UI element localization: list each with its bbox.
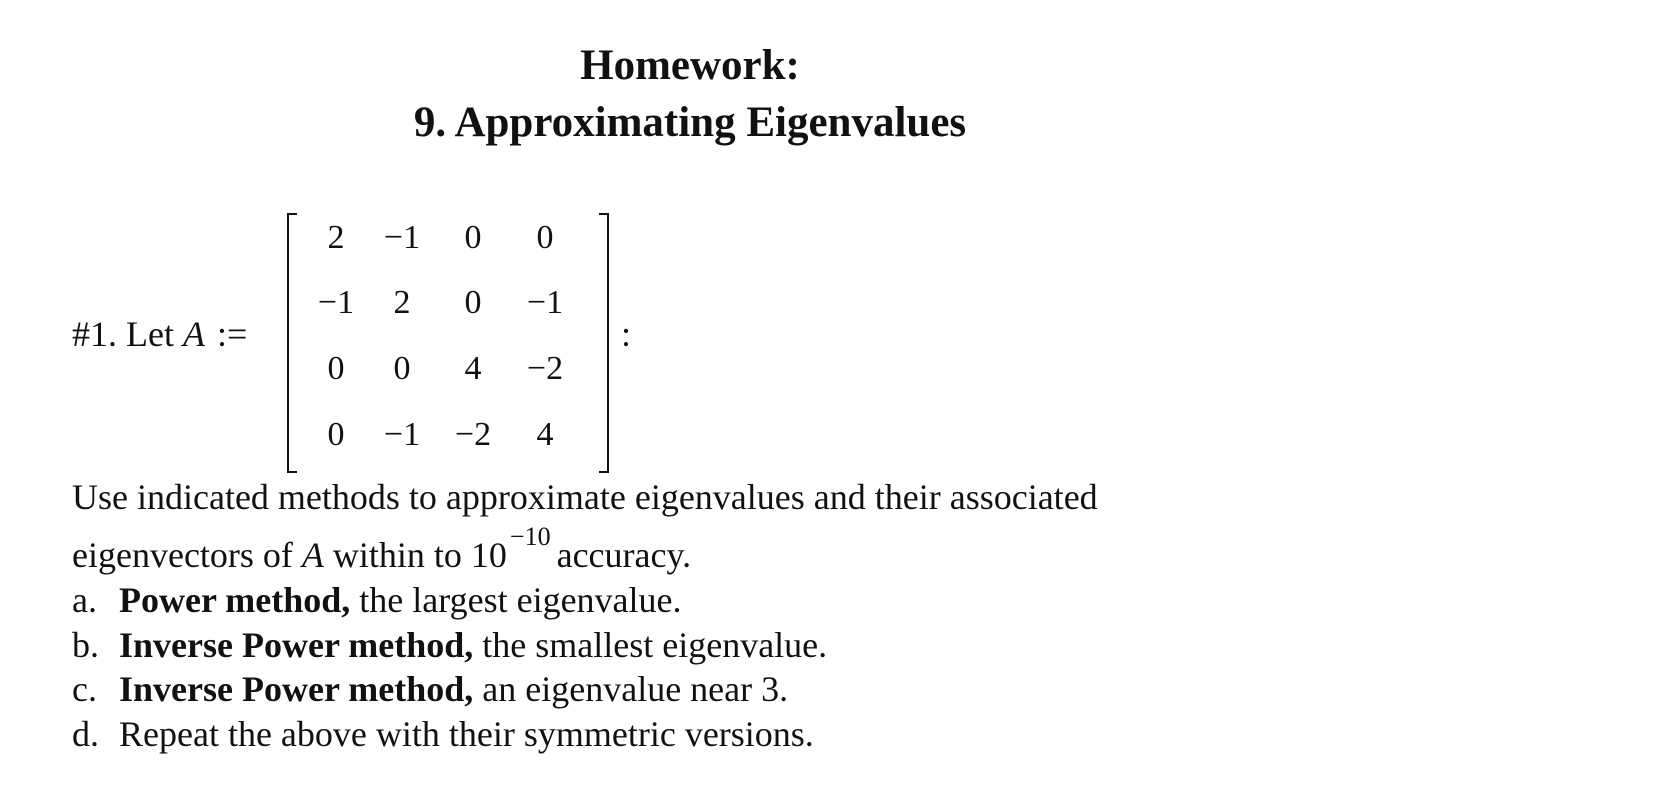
matrix-variable: A bbox=[301, 535, 324, 575]
item-method: Inverse Power method, bbox=[119, 625, 474, 665]
matrix-cell: 0 bbox=[327, 416, 345, 453]
list-item-a bbox=[72, 582, 682, 618]
item-text: an eigenvalue near 3. bbox=[473, 669, 789, 709]
matrix-cell: 0 bbox=[536, 219, 554, 256]
accuracy-exponent: −10 bbox=[509, 522, 551, 551]
instruction-line-1: Use indicated methods to approximate eigenvalues and their associated bbox=[72, 477, 1098, 517]
instruction-text: accuracy. bbox=[556, 535, 692, 575]
instruction-text: within to 10 bbox=[323, 535, 507, 575]
list-item-d bbox=[72, 716, 814, 752]
list-item-c bbox=[72, 671, 788, 707]
matrix-cell: 4 bbox=[536, 416, 554, 453]
statement-colon: : bbox=[621, 314, 632, 354]
matrix-cell: −1 bbox=[526, 284, 564, 321]
item-text: the smallest eigenvalue. bbox=[473, 625, 828, 665]
matrix-cell: 0 bbox=[327, 350, 345, 387]
matrix-cell: −2 bbox=[454, 416, 492, 453]
item-letter: a. bbox=[72, 580, 97, 620]
matrix-cell: 0 bbox=[393, 350, 411, 387]
matrix-cell: 2 bbox=[327, 219, 345, 256]
matrix-cell: 0 bbox=[464, 284, 482, 321]
matrix-cell: 2 bbox=[393, 284, 411, 321]
instruction-line-2 bbox=[72, 522, 692, 575]
matrix-a bbox=[287, 213, 609, 471]
problem-statement bbox=[72, 316, 247, 352]
matrix-cell: −1 bbox=[383, 219, 421, 256]
assignment-symbol: := bbox=[216, 314, 248, 354]
item-method: Inverse Power method, bbox=[119, 669, 474, 709]
item-text: Repeat the above with their symmetric versions. bbox=[119, 714, 814, 754]
matrix-variable: A bbox=[182, 314, 205, 354]
item-letter: d. bbox=[72, 714, 99, 754]
matrix-right-bracket bbox=[599, 213, 609, 473]
page-subtitle: 9. Approximating Eigenvalues bbox=[413, 99, 967, 146]
instruction-text: eigenvectors of bbox=[72, 535, 302, 575]
matrix-cell: 0 bbox=[464, 219, 482, 256]
matrix-cell: −1 bbox=[317, 284, 355, 321]
page-title: Homework: bbox=[580, 42, 800, 89]
list-item-b bbox=[72, 627, 827, 663]
matrix-cell: −2 bbox=[526, 350, 564, 387]
problem-number: #1. Let bbox=[72, 314, 183, 354]
item-letter: c. bbox=[72, 669, 97, 709]
matrix-left-bracket bbox=[287, 213, 297, 473]
matrix-cell: −1 bbox=[383, 416, 421, 453]
item-method: Power method, bbox=[119, 580, 351, 620]
item-letter: b. bbox=[72, 625, 99, 665]
item-text: the largest eigenvalue. bbox=[350, 580, 682, 620]
matrix-cell: 4 bbox=[464, 350, 482, 387]
